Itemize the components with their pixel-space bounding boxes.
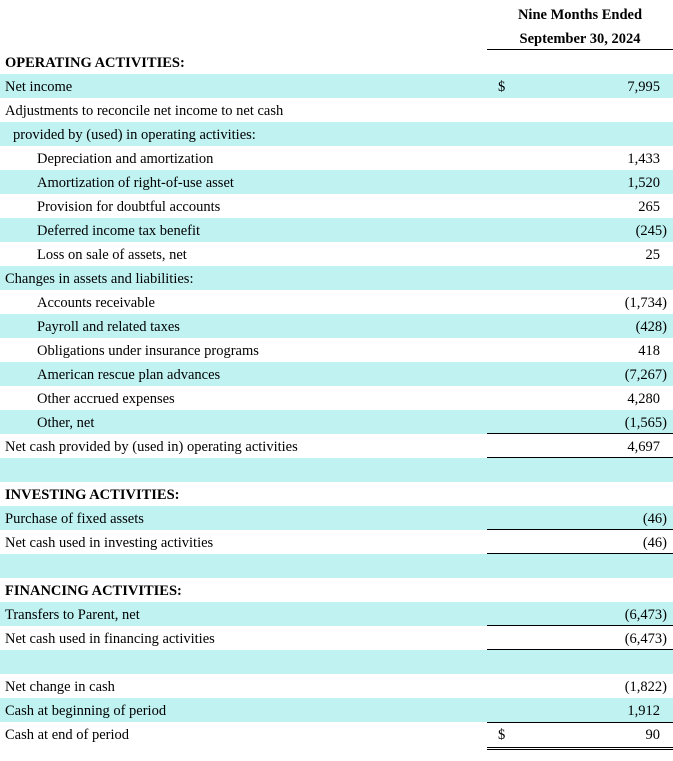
adjustments-row-2 <box>0 122 673 146</box>
depreciation-value: 1,433 <box>627 151 660 167</box>
net-change-row <box>0 674 673 698</box>
transfers-value: (6,473) <box>624 607 667 623</box>
period-header-line1: Nine Months Ended <box>517 7 643 23</box>
doubtful-value: 265 <box>638 199 660 215</box>
operating-heading: OPERATING ACTIVITIES: <box>5 55 185 71</box>
period-header-line2: September 30, 2024 <box>519 31 641 47</box>
spacer-row <box>0 554 673 578</box>
beginning-row <box>0 698 673 722</box>
financing-heading-row <box>0 578 673 602</box>
end-label: Cash at end of period <box>5 727 130 743</box>
loss-label: Loss on sale of assets, net <box>37 247 187 263</box>
beginning-label: Cash at beginning of period <box>5 703 167 719</box>
financing-total-value: (6,473) <box>624 631 667 647</box>
transfers-label: Transfers to Parent, net <box>5 607 140 623</box>
depreciation-label: Depreciation and amortization <box>37 151 214 167</box>
arpa-value: (7,267) <box>624 367 667 383</box>
rou-row <box>0 170 673 194</box>
adjustments-label-2: provided by (used) in operating activities: <box>13 127 256 143</box>
ar-row <box>0 290 673 314</box>
operating-total-value: 4,697 <box>627 439 660 455</box>
financing-total-label: Net cash used in financing activities <box>5 631 215 647</box>
other-label: Other, net <box>37 415 95 431</box>
doubtful-row <box>0 194 673 218</box>
accrued-value: 4,280 <box>627 391 660 407</box>
investing-total-label: Net cash used in investing activities <box>5 535 214 551</box>
payroll-label: Payroll and related taxes <box>37 319 180 335</box>
investing-total-value: (46) <box>642 535 667 551</box>
depreciation-row <box>0 146 673 170</box>
purchase-value: (46) <box>642 511 667 527</box>
rou-value: 1,520 <box>627 175 660 191</box>
changes-label: Changes in assets and liabilities: <box>5 271 194 287</box>
arpa-row <box>0 362 673 386</box>
operating-heading-row <box>0 50 673 74</box>
financing-heading: FINANCING ACTIVITIES: <box>5 583 182 599</box>
changes-row <box>0 266 673 290</box>
adjustments-label-1: Adjustments to reconcile net income to net cash <box>5 103 284 119</box>
financing-total-row <box>0 626 673 650</box>
net-change-value: (1,822) <box>624 679 667 695</box>
net-change-label: Net change in cash <box>5 679 115 695</box>
double-rule <box>487 747 673 750</box>
deferred-label: Deferred income tax benefit <box>37 223 201 239</box>
deferred-row <box>0 218 673 242</box>
deferred-value: (245) <box>635 223 667 239</box>
adjustments-row-1 <box>0 98 673 122</box>
other-value: (1,565) <box>624 415 667 431</box>
investing-heading-row <box>0 482 673 506</box>
currency-symbol: $ <box>498 727 506 743</box>
spacer-row <box>0 458 673 482</box>
accrued-label: Other accrued expenses <box>37 391 175 407</box>
insurance-value: 418 <box>638 343 660 359</box>
net-income-value: 7,995 <box>627 79 660 95</box>
investing-total-row <box>0 530 673 554</box>
other-row <box>0 410 673 434</box>
payroll-row <box>0 314 673 338</box>
end-row <box>0 722 673 746</box>
rou-label: Amortization of right-of-use asset <box>37 175 234 191</box>
net-income-label: Net income <box>5 79 73 95</box>
investing-heading: INVESTING ACTIVITIES: <box>5 487 180 503</box>
beginning-value: 1,912 <box>627 703 660 719</box>
accrued-row <box>0 386 673 410</box>
operating-total-label: Net cash provided by (used in) operating activities <box>5 439 298 455</box>
transfers-row <box>0 602 673 626</box>
end-value: 90 <box>645 727 660 743</box>
doubtful-label: Provision for doubtful accounts <box>37 199 221 215</box>
insurance-label: Obligations under insurance programs <box>37 343 259 359</box>
currency-symbol: $ <box>498 79 506 95</box>
insurance-row <box>0 338 673 362</box>
purchase-label: Purchase of fixed assets <box>5 511 144 527</box>
ar-value: (1,734) <box>624 295 667 311</box>
loss-value: 25 <box>645 247 660 263</box>
ar-label: Accounts receivable <box>37 295 155 311</box>
spacer-row <box>0 650 673 674</box>
payroll-value: (428) <box>635 319 667 335</box>
loss-row <box>0 242 673 266</box>
purchase-row <box>0 506 673 530</box>
net-income-row <box>0 74 673 98</box>
arpa-label: American rescue plan advances <box>37 367 221 383</box>
operating-total-row <box>0 434 673 458</box>
